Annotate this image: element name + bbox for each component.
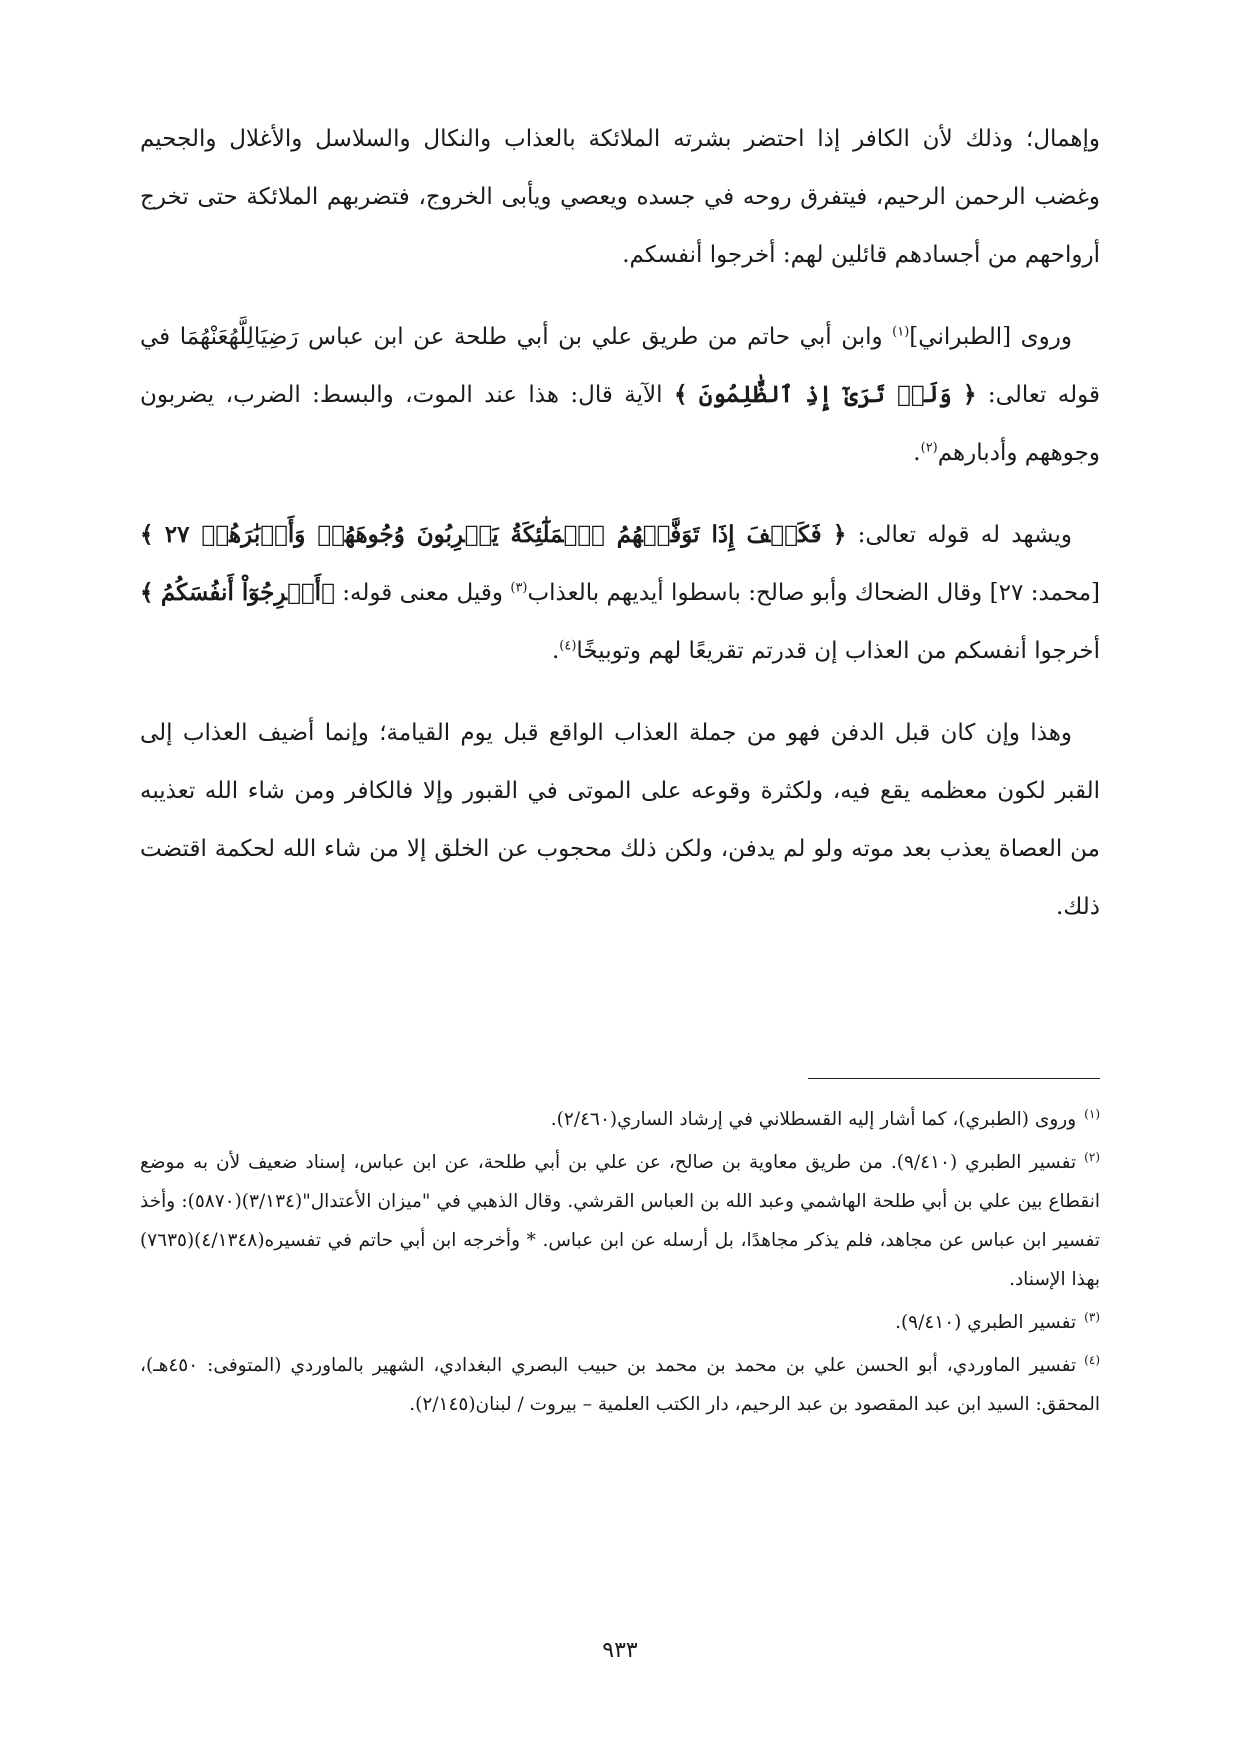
page-number: ٩٣٣ — [602, 1638, 638, 1663]
footnotes — [140, 1100, 1100, 1428]
footnote-mark: (٣) — [1084, 1309, 1100, 1324]
paragraph-4-text: وهذا وإن كان قبل الدفن فهو من جملة العذاب الواقع قبل يوم القيامة؛ وإنما أضيف العذاب إلى القبر لكون معظمه يقع فيه، ولكثرة وقوعه على الموتى في القبور وإلا فالكافر ومن شاء الله تعذيبه من العصاة يعذب بعد موته ولو لم يدفن، ولكن ذلك محجوب عن الخلق إلا من شاء الله لحكمة اقتضت ذلك. — [140, 720, 1100, 920]
paragraph-3-part3: وقيل معنى قوله: — [334, 580, 511, 606]
footnote-3 — [140, 1303, 1100, 1342]
footnote-separator — [808, 1078, 1100, 1079]
footnote-1 — [140, 1100, 1100, 1139]
quran-verse: أَخۡرِجُوٓاْ أَنفُسَكُمُ — [160, 579, 322, 606]
paragraph-3 — [140, 506, 1100, 680]
paragraph-3-part1: ويشهد له قوله تعالى: — [846, 522, 1073, 548]
paragraph-2-part2: وابن أبي حاتم من طريق علي بن أبي طلحة عن ابن عباس رَضِيَالِلَّهُعَنْهُمَا في قوله تعالى: — [140, 324, 1100, 408]
paragraph-1-text: وإهمال؛ وذلك لأن الكافر إذا احتضر بشرته الملائكة بالعذاب والنكال والسلاسل والأغلال والجحيم وغضب الرحمن الرحيم، فيتفرق روحه في جسده ويعصي ويأبى الخروج، فتضربهم الملائكة حتى تخرج أرواحهم من أجسادهم قائلين لهم: أخرجوا أنفسكم. — [140, 126, 1100, 268]
footnote-text: وروى (الطبري)، كما أشار إليه القسطلاني في إرشاد الساري(٢/٤٦٠). — [550, 1109, 1077, 1130]
quran-bracket-open: ﴿ — [963, 381, 977, 408]
quran-bracket-open: ﴿ — [832, 521, 847, 548]
paragraph-2-part3: الآية قال: هذا عند الموت، والبسط: الضرب، يضربون وجوههم وأدبارهم — [140, 382, 1100, 466]
paragraph-1 — [140, 110, 1100, 284]
paragraph-3-part4: أخرجوا أنفسكم من العذاب إن قدرتم تقريعًا لهم وتوبيخًا — [576, 638, 1100, 664]
footnote-text: تفسير الطبري (٩/٤١٠). — [895, 1312, 1077, 1333]
paragraph-2-part1: وروى [الطبراني] — [909, 324, 1072, 350]
quran-bracket-close: ﴾ — [140, 579, 154, 606]
footnote-mark: (١) — [1084, 1106, 1100, 1121]
paragraph-2 — [140, 308, 1100, 482]
footnote-ref-4[interactable]: (٤) — [559, 638, 577, 654]
paragraph-3-part5: . — [551, 638, 560, 664]
footnote-2 — [140, 1143, 1100, 1299]
paragraph-4 — [140, 704, 1100, 936]
footnote-mark: (٤) — [1084, 1352, 1100, 1367]
footnote-text: تفسير الماوردي، أبو الحسن علي بن محمد بن محمد بن حبيب البصري البغدادي، الشهير بالماوردي (المتوفى: ٤٥٠هـ)، المحقق: السيد ابن عبد المقصود بن عبد الرحيم، دار الكتب العلمية – بيروت / لبنان(٢/١٤٥). — [140, 1355, 1100, 1415]
footnote-text: تفسير الطبري (٩/٤١٠). من طريق معاوية بن صالح، عن علي بن أبي طلحة، عن ابن عباس، إسناد ضعيف لأن به موضع انقطاع بين علي بن أبي طلحة الهاشمي وعبد الله بن العباس القرشي. وقال الذهبي في "ميزان الأعتدال"(٣/١٣٤)(٥٨٧٠): وأخذ تفسير ابن عباس عن مجاهد، فلم يذكر مجاهدًا، بل أرسله عن ابن عباس. * وأخرجه ابن أبي حاتم في تفسيره(٤/١٣٤٨)(٧٦٣٥) بهذا الإسناد. — [140, 1152, 1100, 1290]
quran-bracket-open: ﴿ — [321, 579, 335, 606]
footnote-ref-3[interactable]: (٣) — [510, 580, 528, 596]
main-text — [140, 110, 1100, 960]
paragraph-2-part4: . — [913, 440, 921, 466]
quran-bracket-close: ﴾ — [673, 381, 688, 408]
footnote-4 — [140, 1346, 1100, 1424]
quran-bracket-close: ﴾ — [140, 521, 154, 548]
footnote-ref-2[interactable]: (٢) — [920, 440, 938, 456]
quran-verse: وَلَوۡ تَرَىٰٓ إِذِ ٱلظَّٰلِمُونَ — [698, 381, 952, 408]
footnote-mark: (٢) — [1084, 1149, 1100, 1164]
quran-verse: فَكَيۡفَ إِذَا تَوَفَّتۡهُمُ ٱلۡمَلَٰٓئِكَةُ يَضۡرِبُونَ وُجُوهَهُمۡ وَأَدۡبَٰرَهُمۡ ٢٧ — [164, 521, 822, 548]
footnote-ref-1[interactable]: (١) — [892, 324, 910, 340]
paragraph-3-part2: [محمد: ٢٧] وقال الضحاك وأبو صالح: باسطوا أيديهم بالعذاب — [527, 580, 1100, 606]
